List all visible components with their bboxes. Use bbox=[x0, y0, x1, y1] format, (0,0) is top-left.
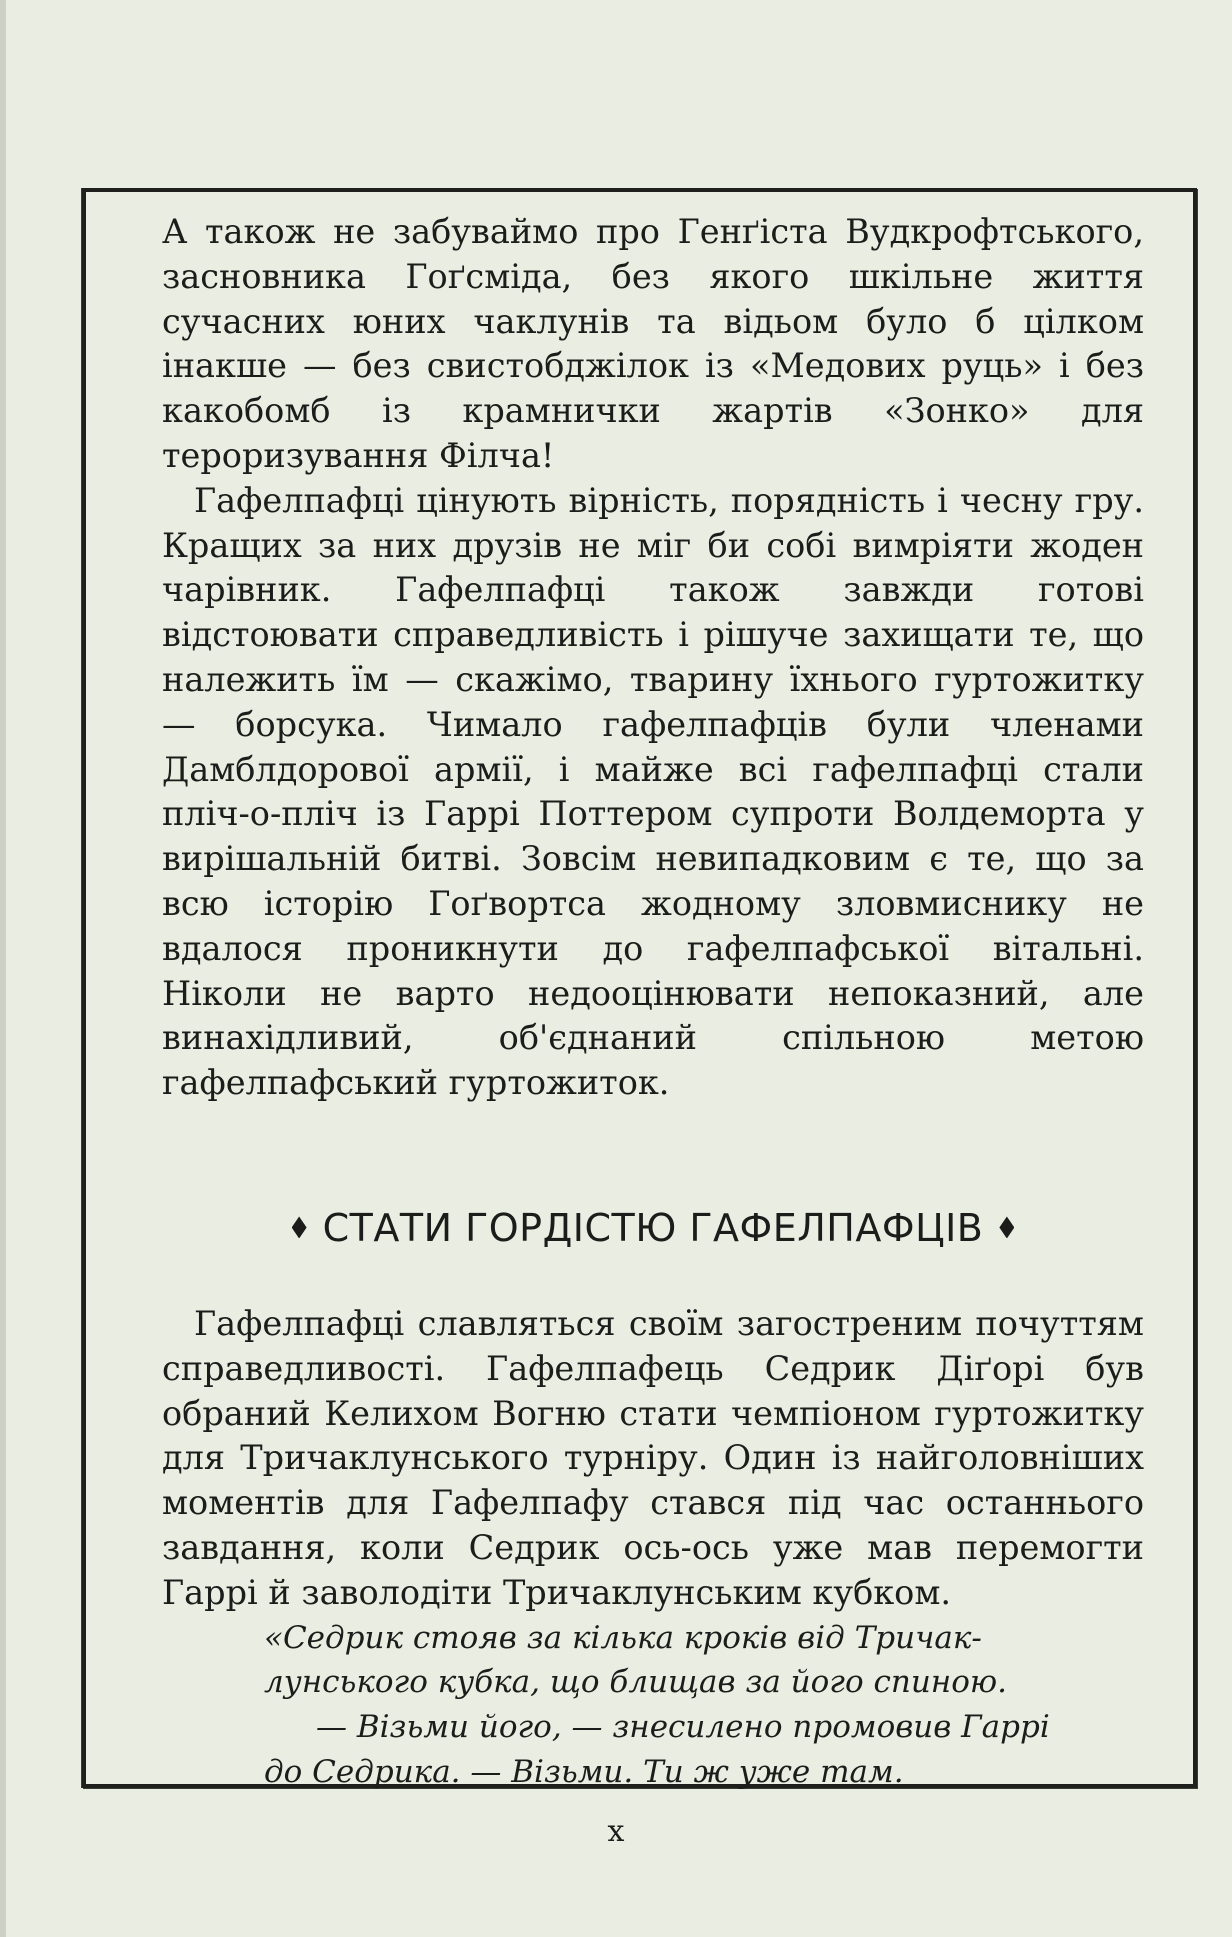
diamond-right-icon bbox=[999, 1216, 1014, 1238]
quote-line-4: до Седрика. — Візьми. Ти ж уже там. bbox=[264, 1753, 904, 1790]
quote-line-3: — Візьми його, — знесилено промовив Гаррі bbox=[316, 1709, 1050, 1746]
page-edge bbox=[0, 0, 6, 1937]
body-paragraph-2: Гафелпафці цінують вірність, порядність і чесну гру. Кращих за них друзів не міг би собі вимріяти жоден чарівник. Гафелпафці також завжди готові відстоювати справедливість і рішуче захищати те, що належить їм — скажімо, тварину їхнього гуртожитку — борсука. Чимало гафелпафців були членами Дамблдорової армії, і майже всі гафелпафці стали пліч-о-пліч із Гаррі Поттером супроти Волдеморта у вирішальній битві. Зовсім невипадковим є те, що за всю історію Гоґвортса жодному зловмиснику не вдалося проникнути до гафелпафської вітальні. Ніколи не варто недооцінювати непоказний, але винахідливий, об'єднаний спільною метою гафелпафський гуртожиток. bbox=[162, 480, 1144, 1103]
page-content bbox=[162, 210, 1144, 1795]
quote-line-2: лунського кубка, що блищав за його спиною. bbox=[264, 1664, 1008, 1701]
section-paragraph: Гафелпафці славляться своїм загостреним почуттям справедливості. Гафелпафець Седрик Діґорі був обраний Келихом Вогню стати чемпіоном гуртожитку для Тричаклунського турніру. Один із найголовніших моментів для Гафелпафу стався під час останнього завдання, коли Седрик ось-ось уже мав перемогти Гаррі й заволодіти Тричаклунським кубком. bbox=[162, 1303, 1144, 1612]
body-paragraph-1: А також не забуваймо про Генґіста Вудкрофтського, засновника Гоґсміда, без якого шкільне життя сучасних юних чаклунів та відьом було б цілком інакше — без свистобджілок із «Медових руць» і без какобомб із крамнички жартів «Зонко» для тероризування Філча! bbox=[162, 212, 1144, 475]
quote-block bbox=[264, 1616, 1144, 1795]
page-number: x bbox=[607, 1814, 625, 1849]
quote-line-1: «Седрик стояв за кілька кроків від Тричак- bbox=[264, 1619, 982, 1656]
diamond-left-icon bbox=[292, 1216, 307, 1238]
section-heading bbox=[162, 1198, 1144, 1258]
section-heading-text: СТАТИ ГОРДІСТЮ ГАФЕЛПАФЦІВ bbox=[322, 1205, 984, 1250]
